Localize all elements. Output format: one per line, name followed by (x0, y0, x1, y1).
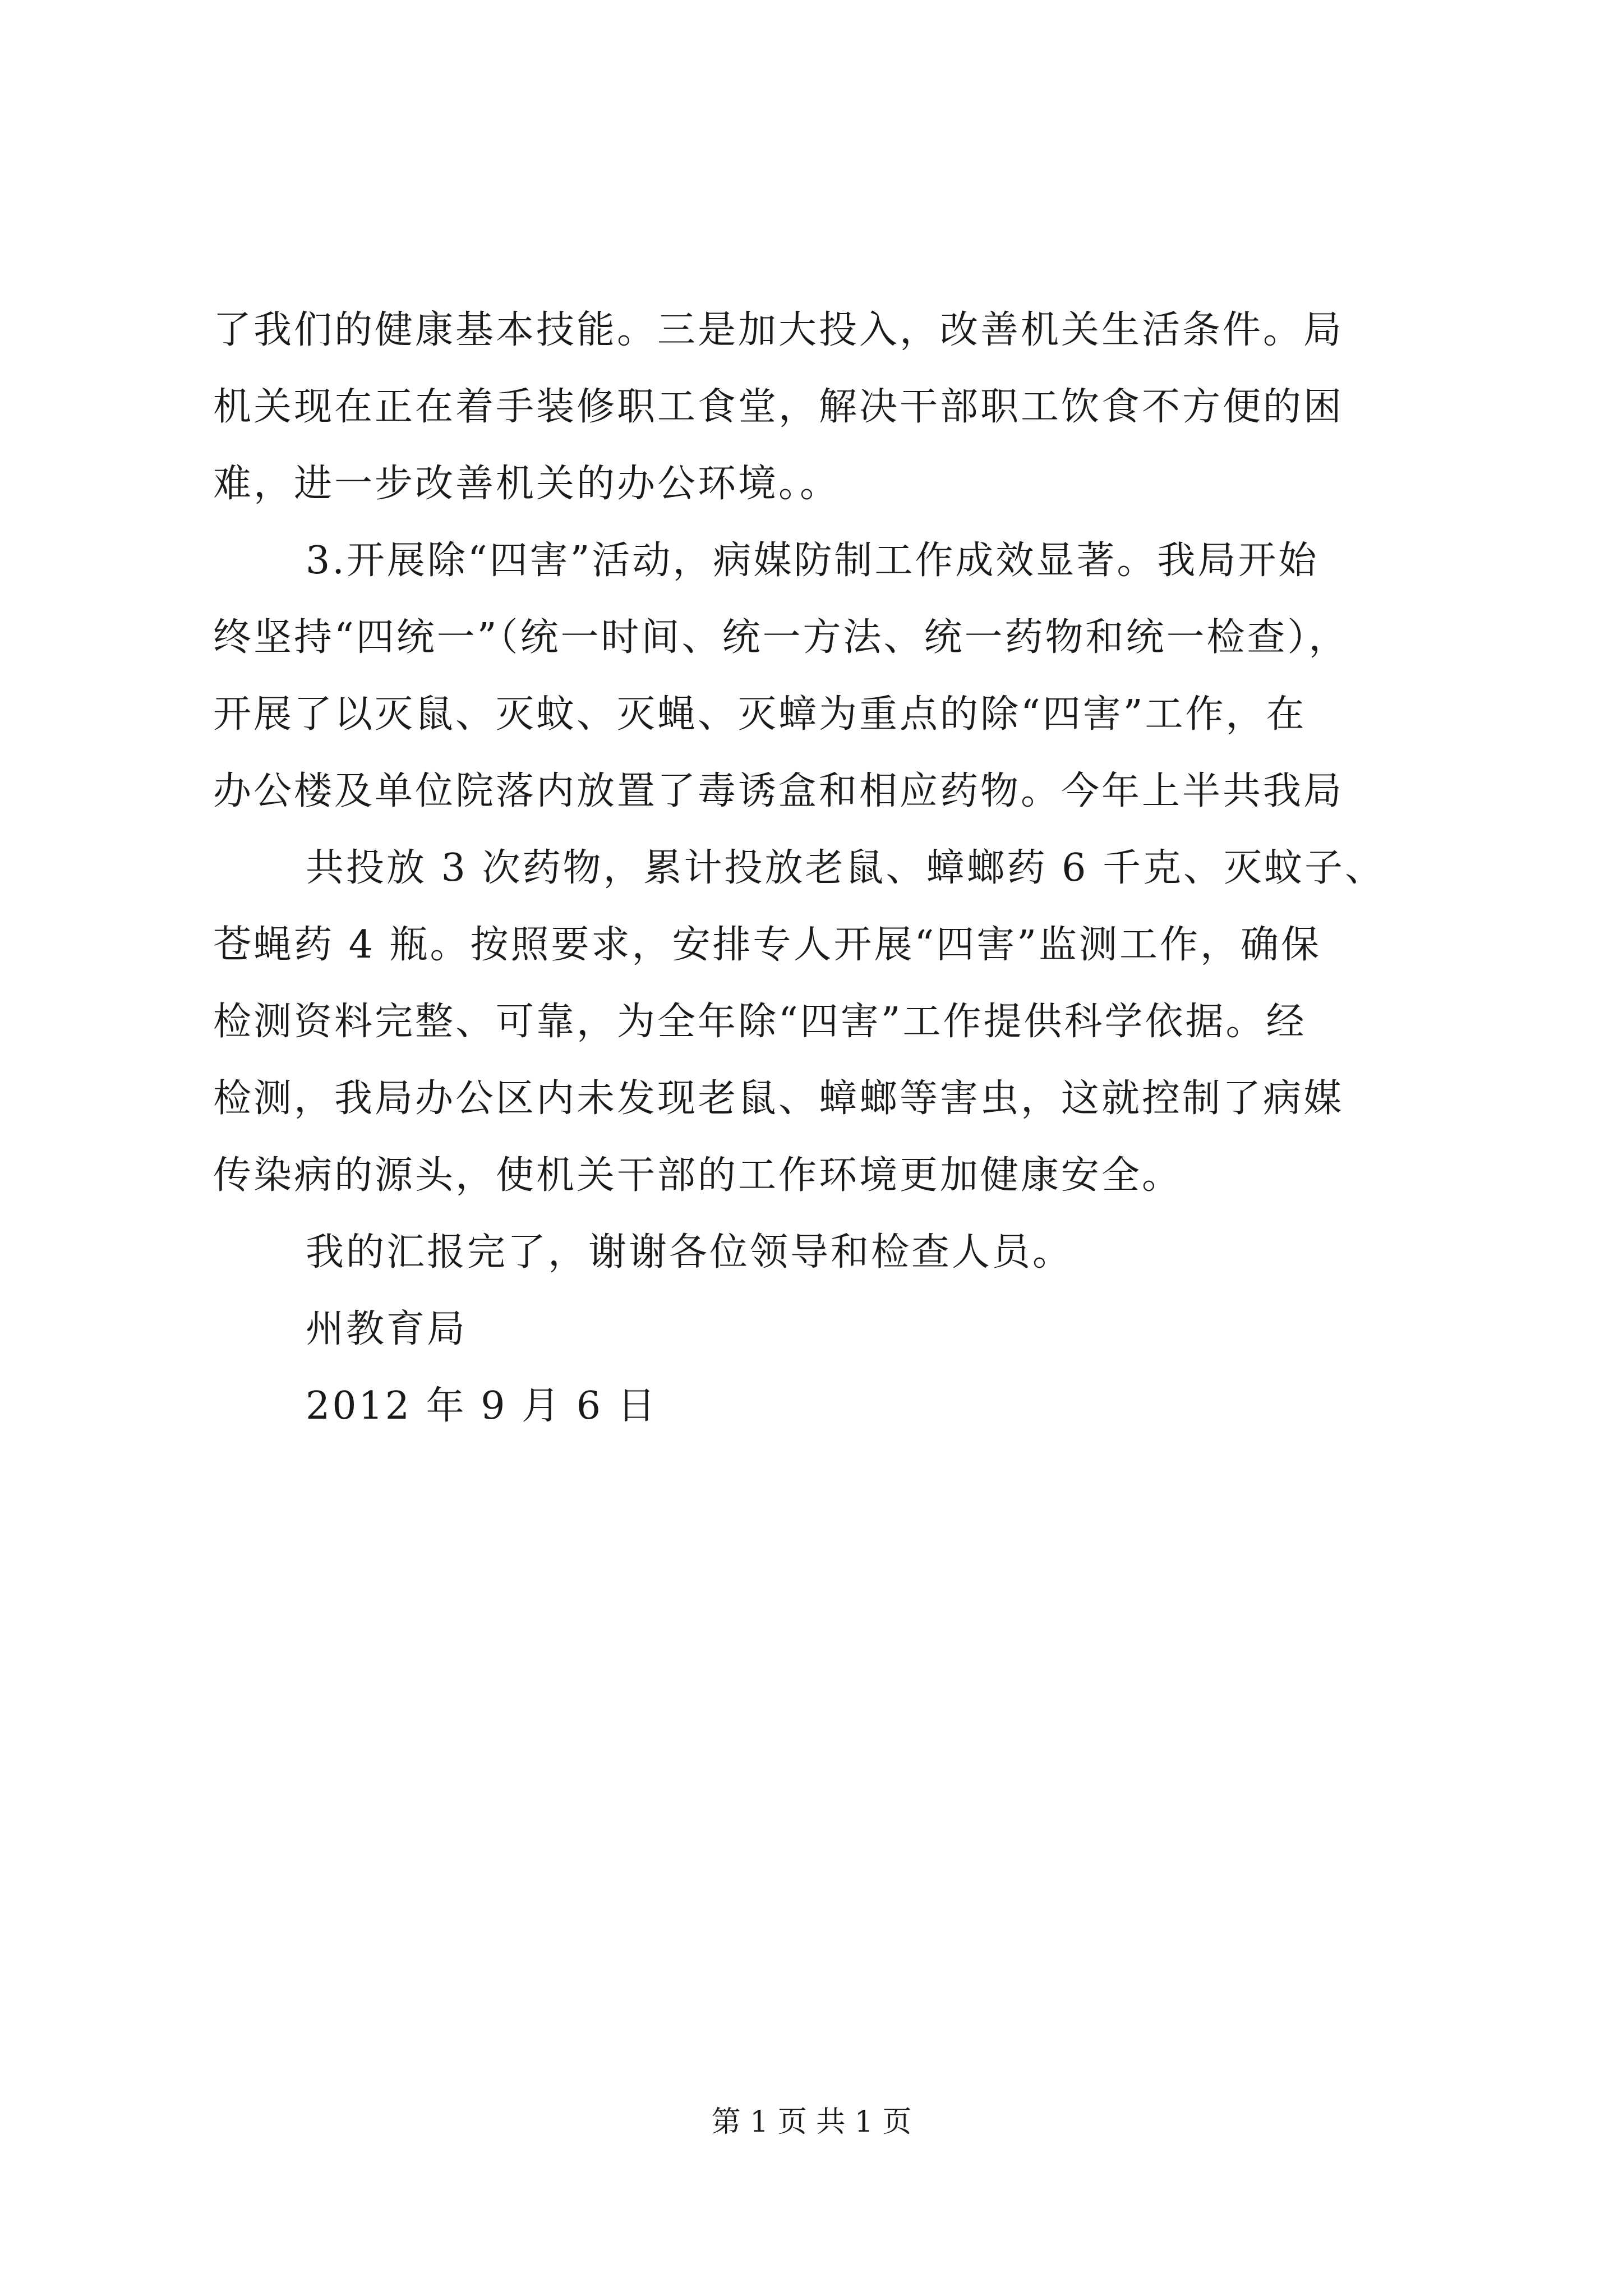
text-line: 共投放 3 次药物，累计投放老鼠、蟑螂药 6 千克、灭蚊子、 (306, 846, 1385, 890)
signature-organization: 州教育局 (306, 1307, 468, 1351)
text-line: 苍蝇药 4 瓶。按照要求，安排专人开展“四害”监测工作，确保 (213, 923, 1322, 967)
closing-line: 我的汇报完了，谢谢各位领导和检查人员。 (306, 1230, 1073, 1274)
document-body (213, 292, 1469, 1444)
text-line: 终坚持“四统一”（统一时间、统一方法、统一药物和统一检查）， (213, 615, 1349, 660)
text-line: 检测，我局办公区内未发现老鼠、蟑螂等害虫，这就控制了病媒 (213, 1076, 1344, 1121)
text-line: 机关现在正在着手装修职工食堂，解决干部职工饮食不方便的困 (213, 385, 1344, 429)
text-line: 了我们的健康基本技能。三是加大投入，改善机关生活条件。局 (213, 308, 1344, 352)
page-number-footer: 第 1 页 共 1 页 (711, 2105, 912, 2139)
text-line: 难，进一步改善机关的办公环境。。 (213, 462, 841, 506)
text-line: 开展了以灭鼠、灭蚊、灭蝇、灭蟑为重点的除“四害”工作，在 (213, 692, 1307, 737)
text-line: 3.开展除“四害”活动，病媒防制工作成效显著。我局开始 (306, 539, 1319, 583)
text-line: 传染病的源头，使机关干部的工作环境更加健康安全。 (213, 1153, 1183, 1198)
text-line: 办公楼及单位院落内放置了毒诱盒和相应药物。今年上半共我局 (213, 769, 1344, 813)
signature-date: 2012 年 9 月 6 日 (306, 1384, 658, 1428)
text-line: 检测资料完整、可靠，为全年除“四害”工作提供科学依据。经 (213, 1000, 1307, 1044)
